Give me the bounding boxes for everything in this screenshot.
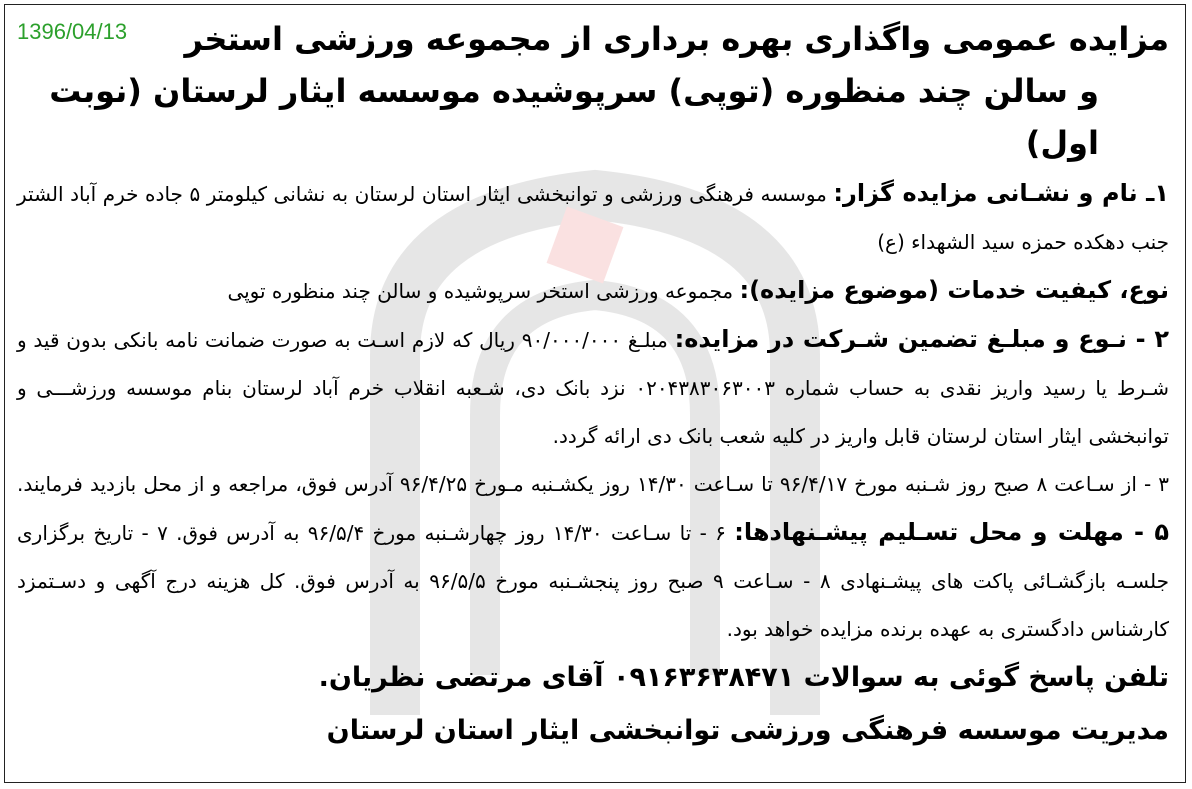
announcement-page (4, 4, 1186, 783)
section-2-heading: ۲ - نـوع و مبلـغ تضمین شـرکت در مزایده: (674, 325, 1170, 353)
section-3-text-b: ۶ - تا سـاعت ۱۴/۳۰ روز چهارشـنبه مورخ ۹۶/۵/۴ به آدرس فوق. ۷ - تاریخ برگزاری جلسـه بازگشـائی پاکت های پیشـنهادی ۸ - سـاعت ۹ صبح روز پنجشـنبه مورخ ۹۶/۵/۵ به آدرس فوق. کل هزینه درج آگهی و دسـتمزد کارشناس دادگستری به عهده برنده مزایده خواهد بود. (17, 521, 1169, 641)
section-2-text: مبلـغ ۹۰/۰۰۰/۰۰۰ ریال که لازم اسـت به صورت ضمانت نامه بانکی بدون قید و شـرط یا رسید واریز نقدی به حساب شماره ۰۲۰۴۳۸۳۰۶۳۰۰۳ نزد بانک دی، شـعبه انقلاب خرم آباد لرستان بنام موسسه ورزشـــی و توانبخشی ایثار استان لرستان قابل واریز در کلیه شعب بانک دی ارائه گردد. (17, 328, 1169, 448)
section-service-type (17, 266, 1169, 315)
section-2-guarantee (17, 315, 1169, 460)
title-line-1: مزایده عمومی واگذاری بهره برداری از مجموعه ورزشی استخر (184, 20, 1169, 58)
section-3-text-a: ۳ - از سـاعت ۸ صبح روز شـنبه مورخ ۹۶/۴/۱۷ تا سـاعت ۱۴/۳۰ روز یکشـنبه مـورخ ۹۶/۴/۲۵ آدرس فوق، مراجعه و از محل بازدید فرمایند. (17, 472, 1170, 496)
date-stamp: 1396/04/13 (13, 19, 131, 45)
title-line-2: و سالن چند منظوره (توپی) سرپوشیده موسسه ایثار لرستان (نوبت اول) (49, 72, 1099, 162)
signature-line: مدیریت موسسه فرهنگی ورزشی توانبخشی ایثار استان لرستان (326, 715, 1169, 746)
section-1-organizer (17, 169, 1169, 266)
section-1-heading: ۱ـ نام و نشـانی مزایده گزار: (833, 179, 1169, 207)
section-3-schedule (17, 460, 1169, 653)
announcement-content (5, 5, 1185, 782)
service-type-heading: نوع، کیفیت خدمات (موضوع مزایده): (739, 276, 1169, 304)
section-5-heading: ۵ - مهلت و محل تسـلیم پیشـنهادها: (734, 518, 1170, 546)
contact-phone-line: تلفن پاسخ گوئی به سوالات ۰۹۱۶۳۶۳۸۴۷۱ آقای مرتضی نظریان. (318, 662, 1169, 693)
service-type-text: مجموعه ورزشی استخر سرپوشیده و سالن چند منظوره توپی (227, 279, 734, 303)
section-1-text: موسسه فرهنگی ورزشی و توانبخشی ایثار استان لرستان به نشانی کیلومتر ۵ جاده خرم آباد الشتر جنب دهکده حمزه سید الشهداء (ع) (17, 182, 1169, 254)
